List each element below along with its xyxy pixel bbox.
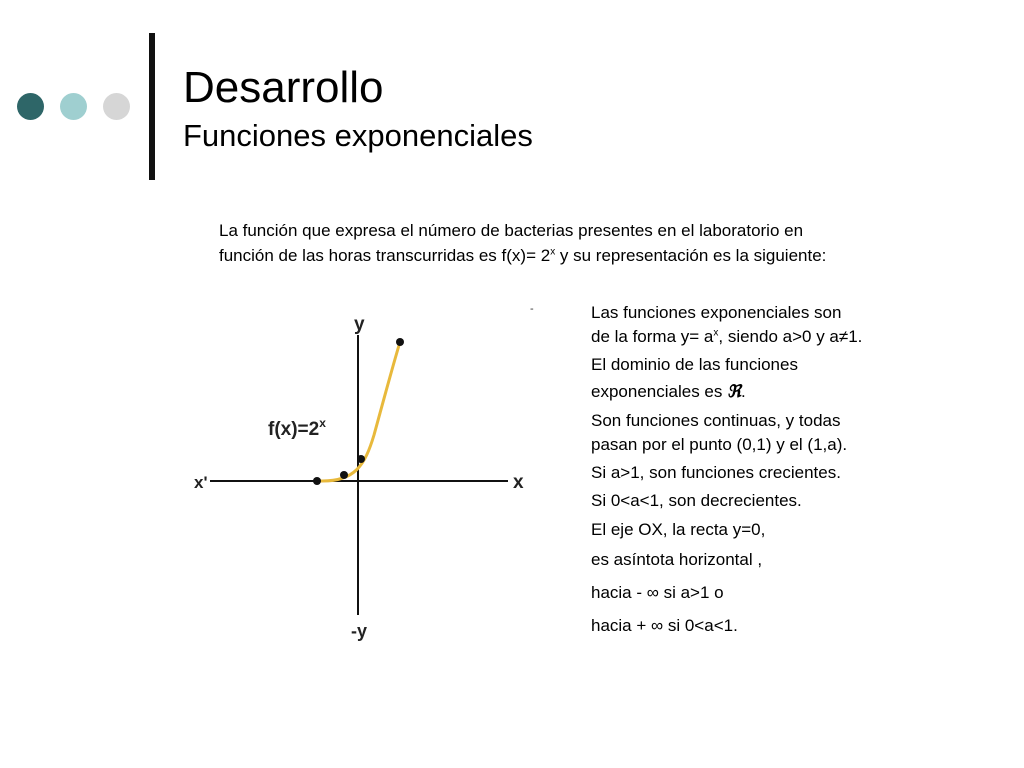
slide-subtitle: Funciones exponenciales xyxy=(183,118,533,153)
function-label-base: f(x)=2 xyxy=(268,419,320,440)
intro-line-1: La función que expresa el número de bacterias presentes en el laboratorio en xyxy=(219,221,804,240)
bullet-marker: - xyxy=(530,303,534,315)
curve-point-3 xyxy=(357,455,365,463)
neg-y-axis-label: -y xyxy=(351,621,368,641)
bullet-8: hacia - ∞ si a>1 o xyxy=(591,583,724,602)
bullet-2-line-2-period: . xyxy=(740,382,746,401)
slide-title: Desarrollo xyxy=(183,63,384,112)
bullet-3-line-1: Son funciones continuas, y todas xyxy=(591,411,841,430)
bullet-2-line-2 xyxy=(591,380,746,404)
exponential-graph xyxy=(190,300,535,645)
intro-exponent: x xyxy=(550,246,556,258)
neg-x-axis-label: x' xyxy=(194,473,208,492)
decorative-dot-teal xyxy=(60,93,87,120)
decorative-dot-gray xyxy=(103,93,130,120)
bullet-5: Si 0<a<1, son decrecientes. xyxy=(591,491,802,510)
intro-paragraph xyxy=(219,218,959,268)
intro-line-2-text-end: y su representación es la siguiente: xyxy=(555,246,827,265)
bullet-3-line-2: pasan por el punto (0,1) y el (1,a). xyxy=(591,435,848,454)
bullet-9: hacia + ∞ si 0<a<1. xyxy=(591,616,738,635)
intro-line-2 xyxy=(219,243,959,268)
y-axis-label: y xyxy=(354,314,365,335)
curve-point-1 xyxy=(313,477,321,485)
bullet-7: es asíntota horizontal , xyxy=(591,550,763,569)
function-label xyxy=(268,416,326,440)
bullet-2-line-2-text: exponenciales es xyxy=(591,382,728,401)
bullet-1-line-2-text-end: , siendo a>0 y a≠1. xyxy=(718,327,863,346)
bullet-1-line-2-text: de la forma y= a xyxy=(591,327,714,346)
real-numbers-symbol: ℜ xyxy=(727,382,741,402)
curve-point-4 xyxy=(396,338,404,346)
function-label-exponent: x xyxy=(319,416,326,430)
bullet-1-line-1: Las funciones exponenciales son xyxy=(591,303,842,322)
bullet-4: Si a>1, son funciones crecientes. xyxy=(591,463,841,482)
bullet-1-exponent: x xyxy=(713,327,719,339)
decorative-dot-dark xyxy=(17,93,44,120)
bullet-2-line-1: El dominio de las funciones xyxy=(591,355,798,374)
title-divider xyxy=(149,33,155,180)
bullet-6: El eje OX, la recta y=0, xyxy=(591,520,766,539)
intro-line-2-text: función de las horas transcurridas es f(x)= 2 xyxy=(219,246,551,265)
bullet-1-line-2 xyxy=(591,325,862,349)
curve-point-2 xyxy=(340,471,348,479)
x-axis-label: x xyxy=(513,472,524,493)
